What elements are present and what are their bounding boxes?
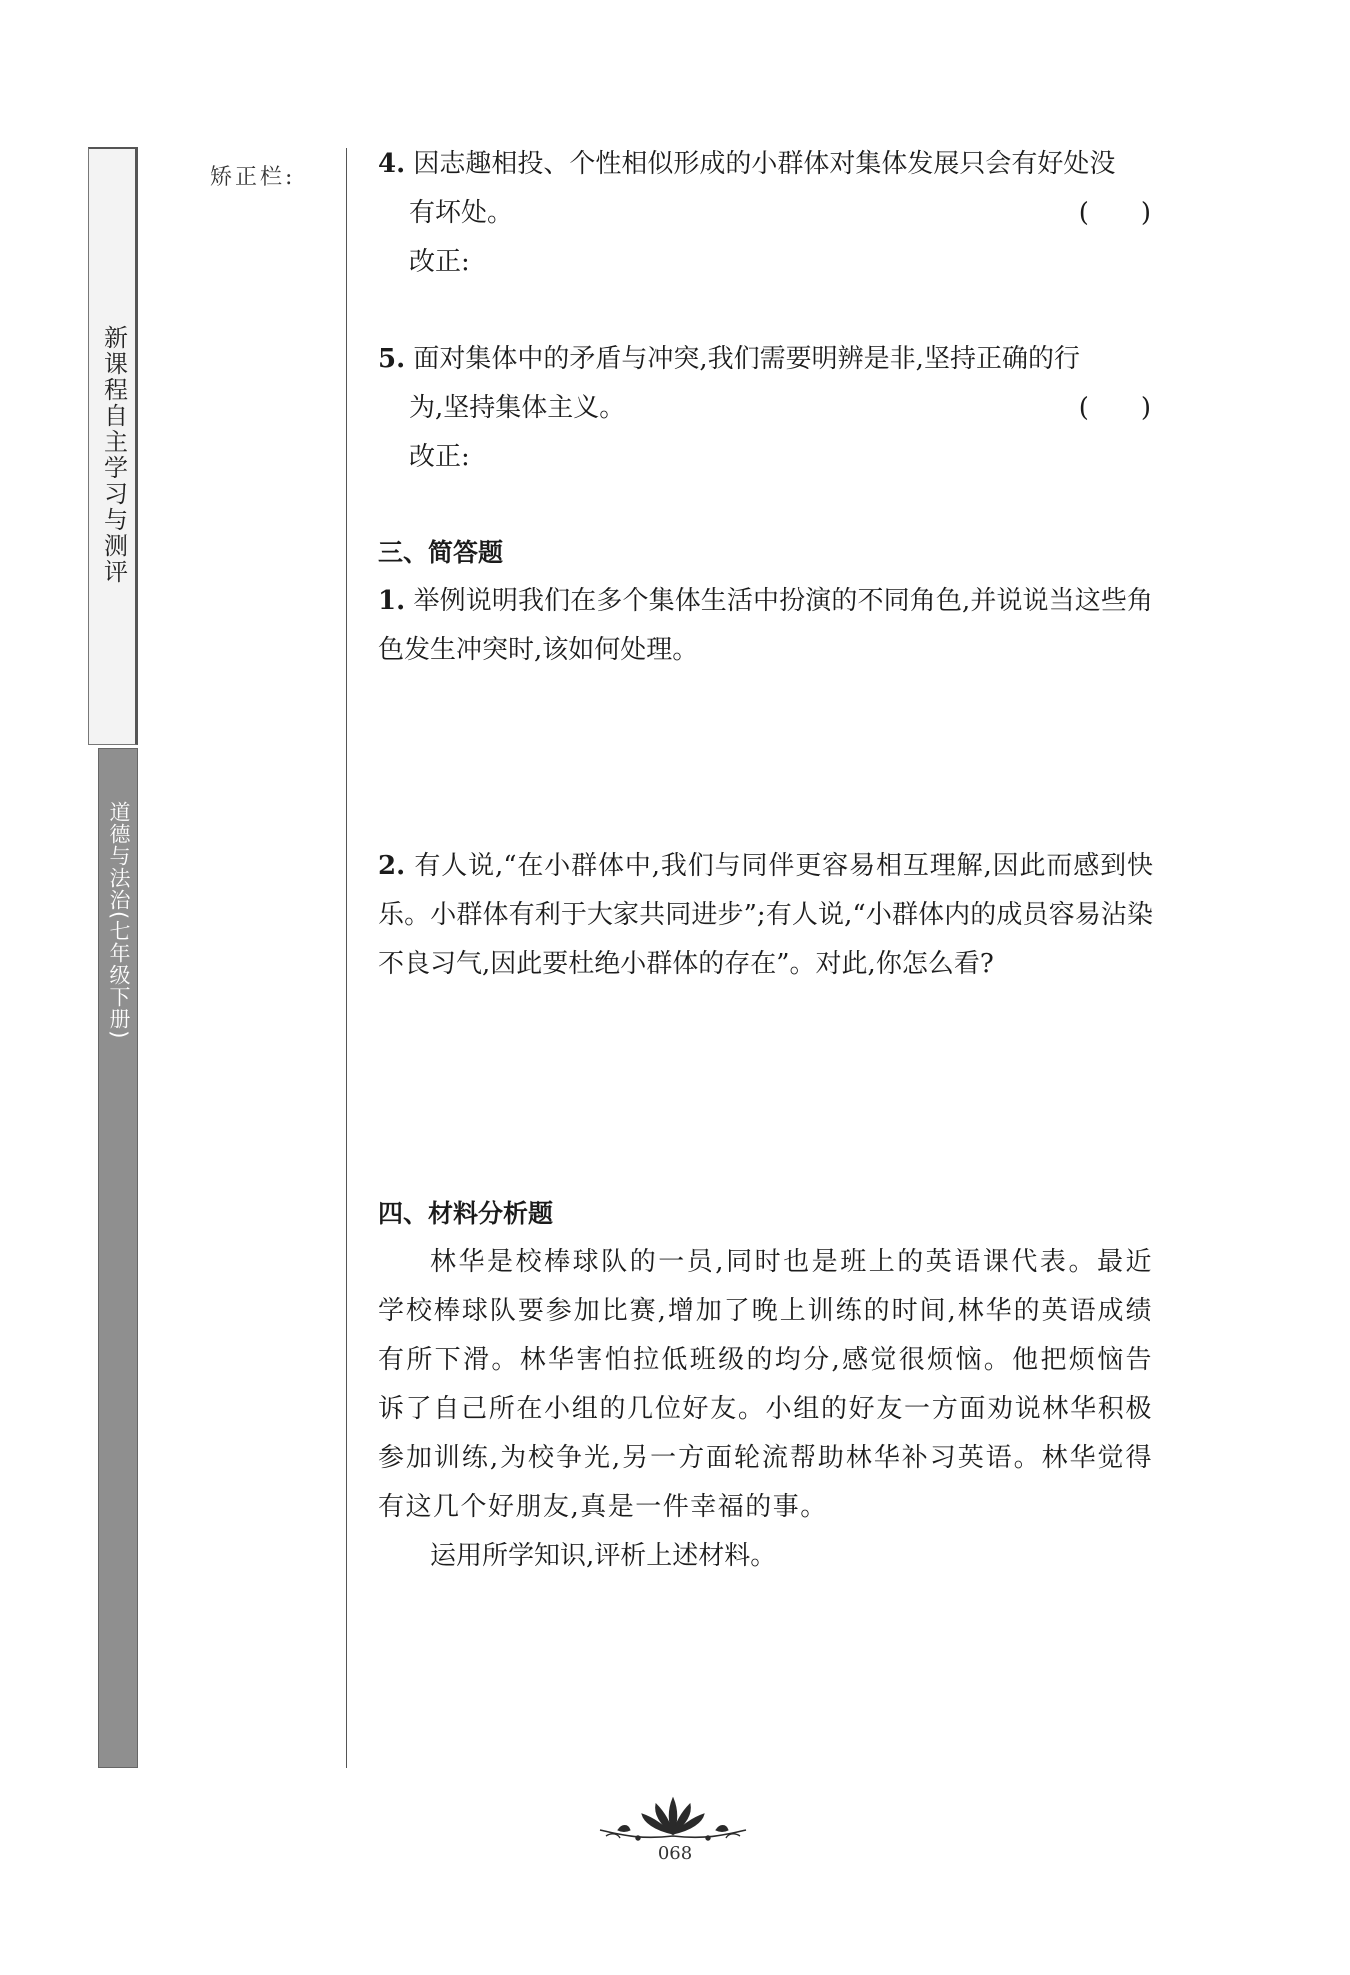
short-answer-question-1	[378, 577, 1153, 675]
question-text: 因志趣相投、个性相似形成的小群体对集体发展只会有好处没	[413, 149, 1116, 179]
subject-title: 道德与法治(七年级下册)	[107, 801, 131, 1040]
question-text: 面对集体中的矛盾与冲突,我们需要明辨是非,坚持正确的行	[413, 344, 1080, 374]
question-number: 2.	[378, 851, 406, 881]
correction-column-label: 矫正栏:	[210, 165, 296, 190]
question-number: 1.	[378, 586, 406, 616]
page-content	[378, 140, 1153, 1581]
margin-divider	[346, 148, 347, 1768]
section-title-short-answer: 三、简答题	[378, 538, 504, 567]
judge-question-5	[378, 335, 1153, 433]
question-number: 4.	[378, 149, 406, 179]
page-number: 068	[657, 1843, 693, 1864]
question-text-cont: 有坏处。	[409, 198, 514, 228]
correction-label-4: 改正:	[409, 247, 470, 277]
correction-label-5: 改正:	[409, 442, 470, 472]
answer-bracket[interactable]: ( )	[1078, 198, 1151, 228]
side-tab-subject	[98, 748, 138, 1768]
question-text: 举例说明我们在多个集体生活中扮演的不同角色,并说说当这些角色发生冲突时,该如何处理。	[378, 586, 1154, 665]
section-title-material-analysis: 四、材料分析题	[378, 1199, 554, 1228]
material-instruction: 运用所学知识,评析上述材料。	[430, 1541, 777, 1571]
answer-bracket[interactable]: ( )	[1078, 393, 1151, 423]
floral-ornament-icon	[598, 1790, 748, 1850]
question-text: 有人说,“在小群体中,我们与同伴更容易相互理解,因此而感到快乐。小群体有利于大家共同进步”;有人说,“小群体内的成员容易沾染不良习气,因此要杜绝小群体的存在”。对此,你怎么看?	[378, 851, 1154, 979]
short-answer-question-2	[378, 842, 1153, 989]
judge-question-4	[378, 140, 1153, 238]
material-passage: 林华是校棒球队的一员,同时也是班上的英语课代表。最近学校棒球队要参加比赛,增加了晚上训练的时间,林华的英语成绩有所下滑。林华害怕拉低班级的均分,感觉很烦恼。他把烦恼告诉了自己所在小组的几位好友。小组的好友一方面劝说林华积极参加训练,为校争光,另一方面轮流帮助林华补习英语。林华觉得有这几个好朋友,真是一件幸福的事。	[378, 1247, 1153, 1522]
question-text-cont: 为,坚持集体主义。	[409, 393, 626, 423]
question-number: 5.	[378, 344, 406, 374]
series-title: 新课程自主学习与测评	[99, 325, 128, 585]
side-tab-series	[88, 147, 138, 745]
